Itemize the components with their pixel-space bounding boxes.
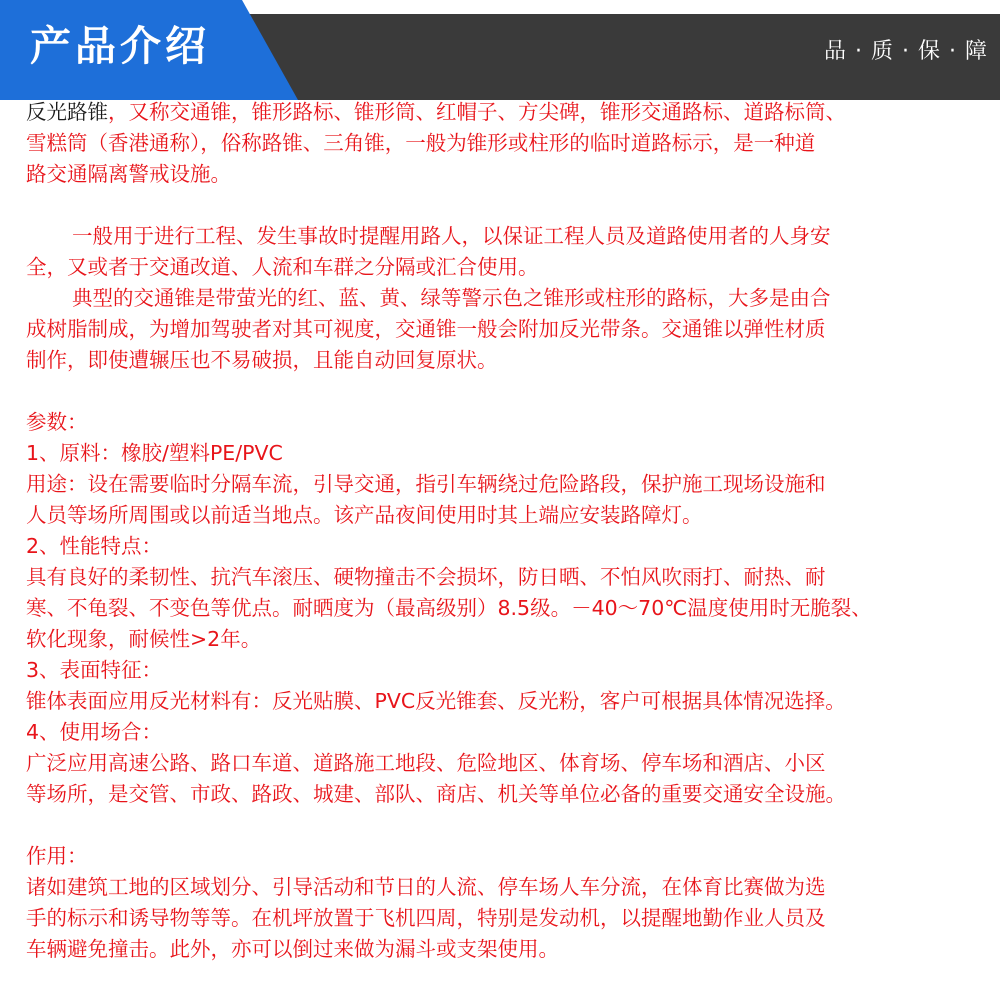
intro-line: 雪糕筒（香港通称），俗称路锥、三角锥，一般为锥形或柱形的临时道路标示，是一种道 (26, 131, 816, 155)
params-line: 软化现象，耐候性>2年。 (26, 627, 262, 651)
params-line: 广泛应用高速公路、路口车道、道路施工地段、危险地区、体育场、停车场和酒店、小区 (26, 751, 826, 775)
article-body (26, 97, 992, 965)
header-banner (0, 0, 1000, 100)
params-item: 4、使用场合： (26, 720, 163, 744)
params-line: 具有良好的柔韧性、抗汽车滚压、硬物撞击不会损坏，防日晒、不怕风吹雨打、耐热、耐 (26, 565, 826, 589)
usage-line: 全，又或者于交通改道、人流和车群之分隔或汇合使用。 (26, 255, 539, 279)
function-heading: 作用： (26, 844, 88, 868)
usage-line: 制作，即使遭辗压也不易破损，且能自动回复原状。 (26, 348, 498, 372)
params-item: 3、表面特征： (26, 658, 163, 682)
spacer (26, 810, 992, 841)
params-heading: 参数： (26, 410, 88, 434)
quality-slogan: 品 · 质 · 保 · 障 (824, 39, 988, 64)
params-item: 2、性能特点： (26, 534, 163, 558)
function-line: 诸如建筑工地的区域划分、引导活动和节日的人流、停车场人车分流，在体育比赛做为选 (26, 875, 826, 899)
intro-line: 路交通隔离警戒设施。 (26, 162, 231, 186)
params-line: 等场所，是交管、市政、路政、城建、部队、商店、机关等单位必备的重要交通安全设施。 (26, 782, 846, 806)
usage-line: 一般用于进行工程、发生事故时提醒用路人，以保证工程人员及道路使用者的人身安 (72, 224, 831, 248)
page-title: 产品介绍 (30, 22, 210, 70)
function-line: 手的标示和诱导物等等。在机坪放置于飞机四周，特别是发动机，以提醒地勤作业人员及 (26, 906, 826, 930)
params-line: 用途：设在需要临时分隔车流，引导交通，指引车辆绕过危险路段，保护施工现场设施和 (26, 472, 826, 496)
params-line: 寒、不龟裂、不变色等优点。耐晒度为（最高级别）8.5级。－40～70℃温度使用时无脆裂、 (26, 596, 872, 620)
params-item: 1、原料：橡胶/塑料PE/PVC (26, 441, 283, 465)
usage-line: 成树脂制成，为增加驾驶者对其可视度，交通锥一般会附加反光带条。交通锥以弹性材质 (26, 317, 826, 341)
intro-line (26, 97, 992, 128)
spacer (26, 190, 992, 221)
function-line: 车辆避免撞击。此外，亦可以倒过来做为漏斗或支架使用。 (26, 937, 559, 961)
params-line: 人员等场所周围或以前适当地点。该产品夜间使用时其上端应安装路障灯。 (26, 503, 703, 527)
intro-lead: 反光路锥 (26, 100, 108, 124)
usage-line: 典型的交通锥是带萤光的红、蓝、黄、绿等警示色之锥形或柱形的路标，大多是由合 (72, 286, 831, 310)
params-line: 锥体表面应用反光材料有：反光贴膜、PVC反光锥套、反光粉，客户可根据具体情况选择。 (26, 689, 846, 713)
intro-line-rest: ，又称交通锥，锥形路标、锥形筒、红帽子、方尖碑，锥形交通路标、道路标筒、 (108, 100, 846, 124)
spacer (26, 376, 992, 407)
